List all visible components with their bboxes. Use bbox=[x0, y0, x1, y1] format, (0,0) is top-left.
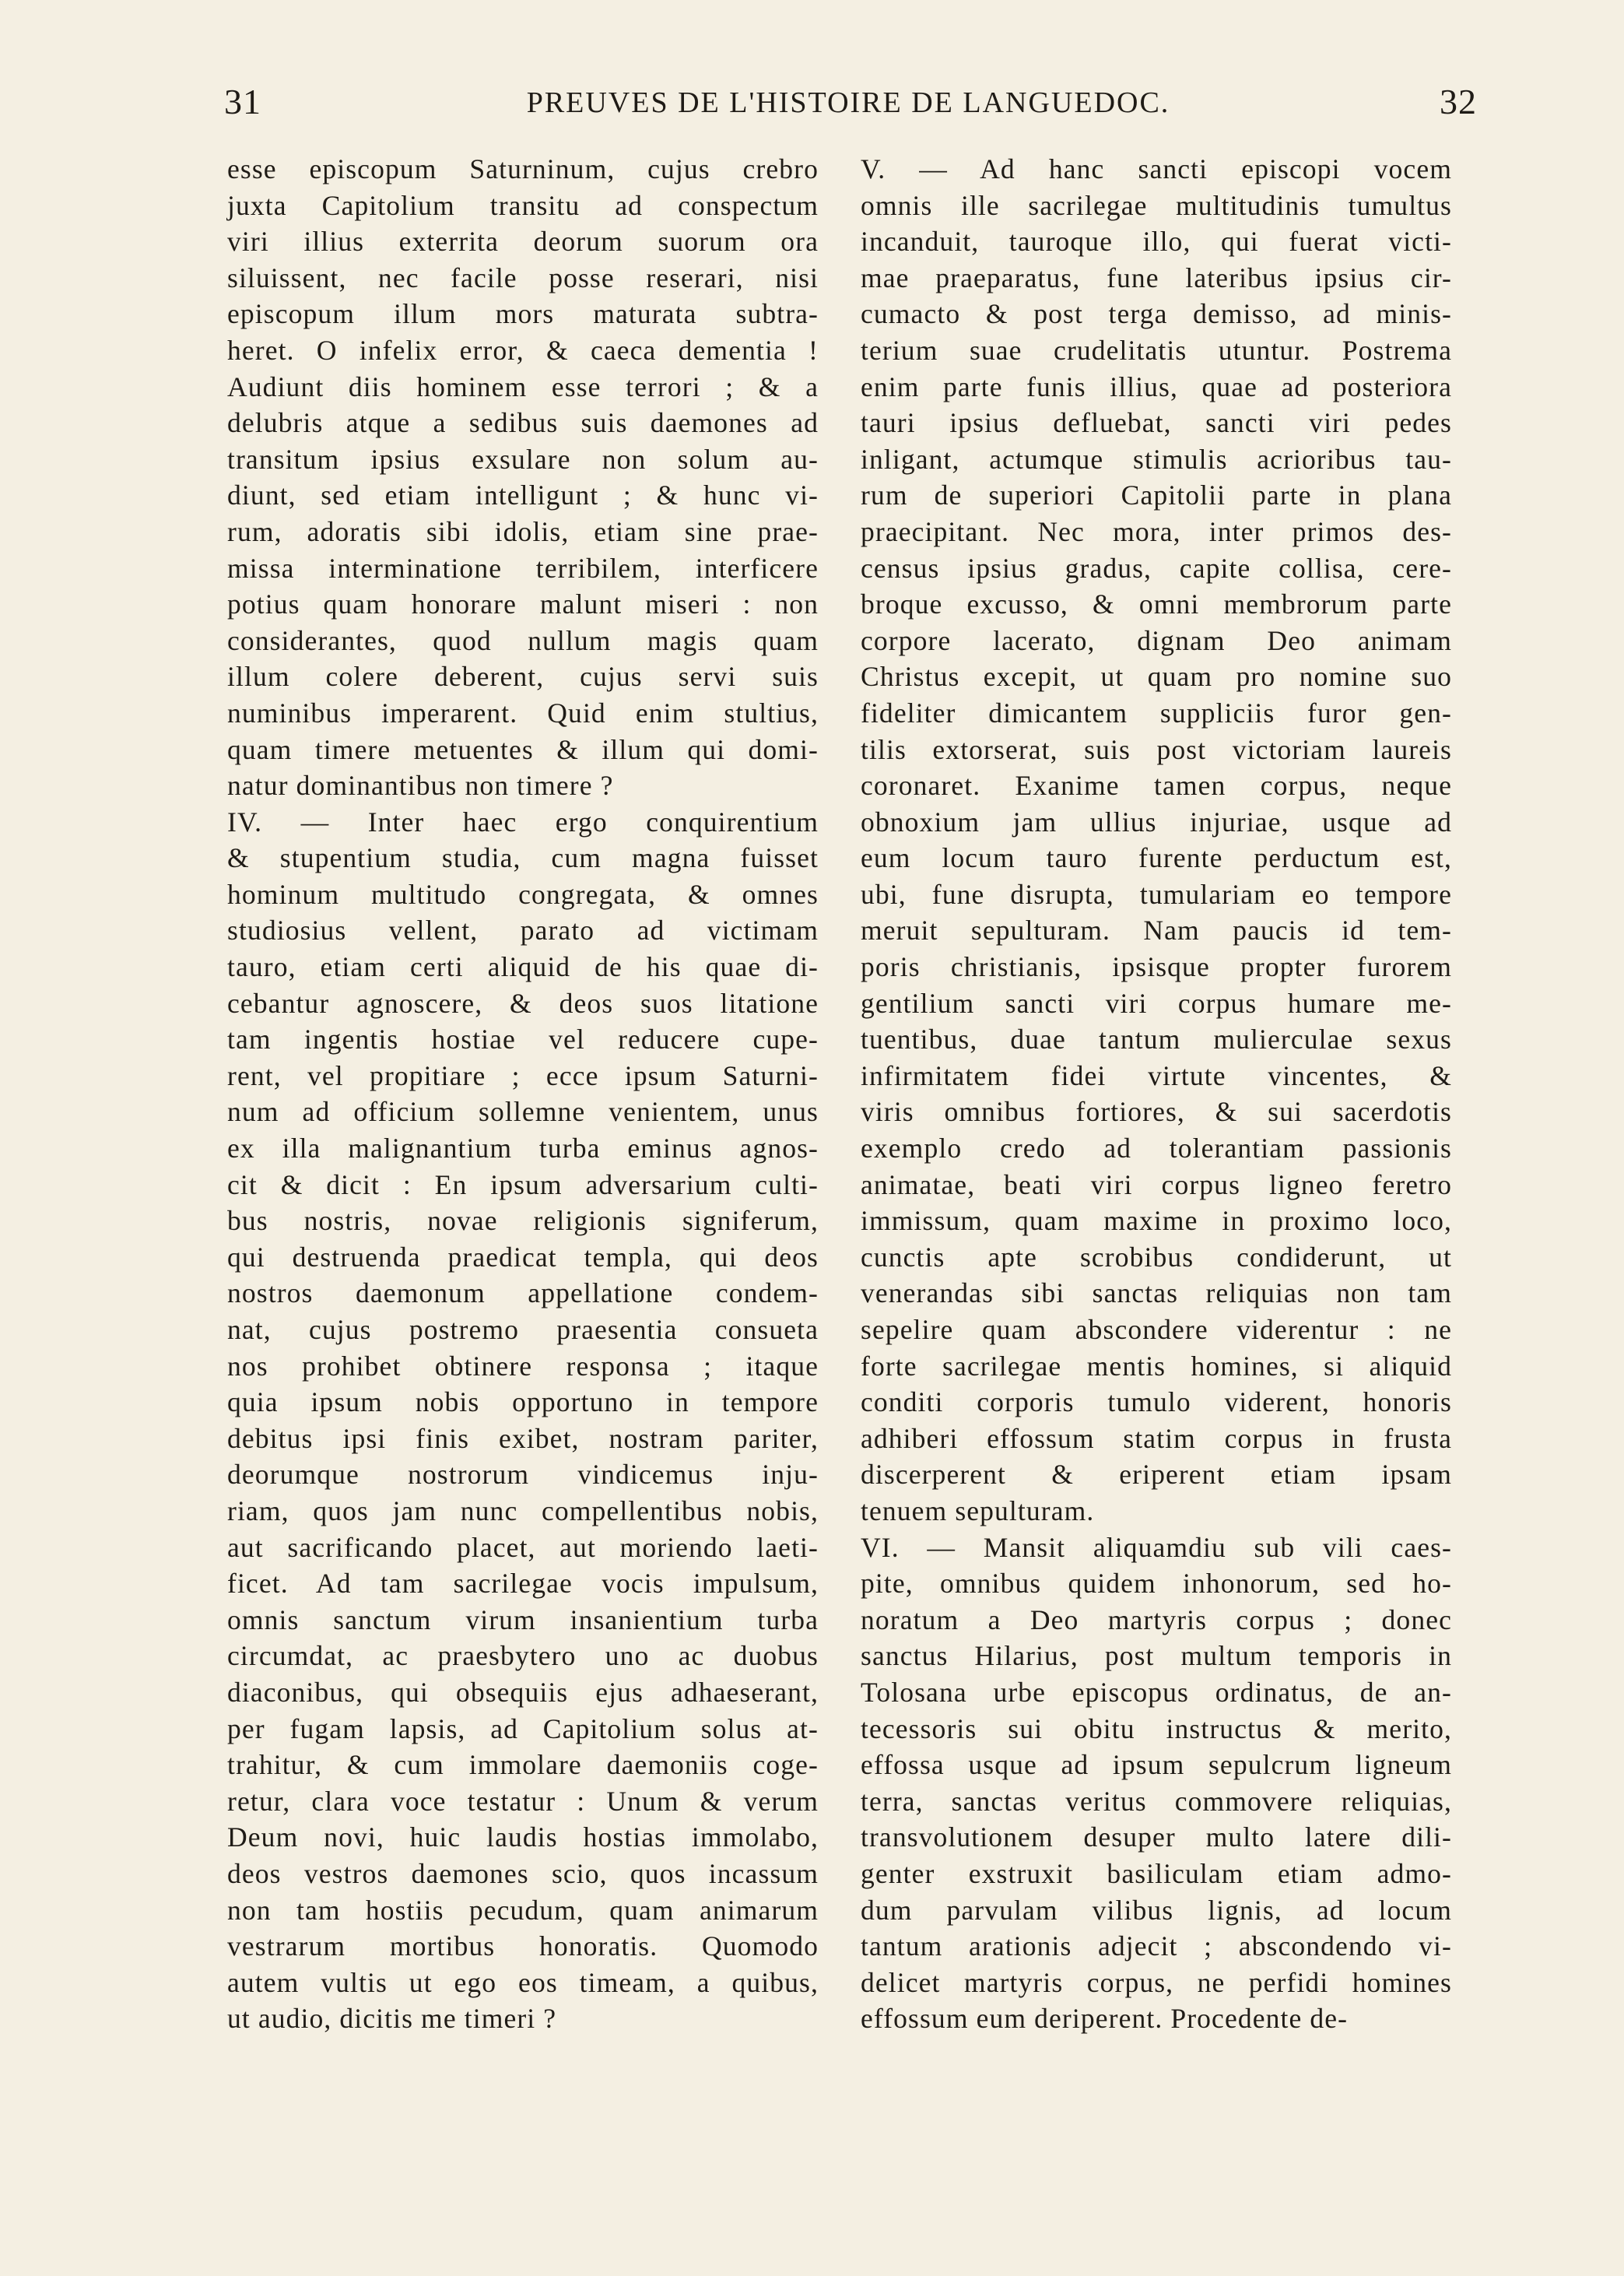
text-line: VI. — Mansit aliquamdiu sub vili caes- bbox=[861, 1531, 1452, 1563]
page-number-right: 32 bbox=[1440, 82, 1477, 121]
text-line: dum parvulam vilibus lignis, ad locum bbox=[861, 1894, 1452, 1926]
text-line: diaconibus, qui obsequiis ejus adhaeserant, bbox=[227, 1676, 819, 1708]
text-line: retur, clara voce testatur : Unum & verum bbox=[227, 1785, 819, 1817]
text-line: adhiberi effossum statim corpus in frusta bbox=[861, 1422, 1452, 1454]
text-line: heret. O infelix error, & caeca dementia ! bbox=[227, 334, 819, 366]
text-line: tam ingentis hostiae vel reducere cupe- bbox=[227, 1024, 819, 1055]
text-line: terium suae crudelitatis utuntur. Postrema bbox=[861, 334, 1452, 366]
text-line: discerperent & eriperent etiam ipsam bbox=[861, 1459, 1452, 1491]
text-line: enim parte funis illius, quae ad posteriora bbox=[861, 371, 1452, 402]
text-line: circumdat, ac praesbytero uno ac duobus bbox=[227, 1640, 819, 1672]
text-line: nat, cujus postremo praesentia consueta bbox=[227, 1314, 819, 1345]
text-line: cit & dicit : En ipsum adversarium culti- bbox=[227, 1168, 819, 1200]
text-line: broque excusso, & omni membrorum parte bbox=[861, 588, 1452, 620]
text-line: effossa usque ad ipsum sepulcrum ligneum bbox=[861, 1749, 1452, 1781]
text-line: trahitur, & cum immolare daemoniis coge- bbox=[227, 1749, 819, 1781]
page-number-left: 31 bbox=[224, 82, 261, 121]
text-line: num ad officium sollemne venientem, unus bbox=[227, 1096, 819, 1128]
text-line: qui destruenda praedicat templa, qui deos bbox=[227, 1241, 819, 1273]
text-line: ficet. Ad tam sacrilegae vocis impulsum, bbox=[227, 1568, 819, 1600]
text-line: considerantes, quod nullum magis quam bbox=[227, 624, 819, 656]
text-line: bus nostris, novae religionis signiferum, bbox=[227, 1205, 819, 1237]
text-line: omnis sanctum virum insanientium turba bbox=[227, 1603, 819, 1635]
text-line: nostros daemonum appellatione condem- bbox=[227, 1277, 819, 1309]
text-line: per fugam lapsis, ad Capitolium solus at- bbox=[227, 1712, 819, 1744]
text-line: forte sacrilegae mentis homines, si aliquid bbox=[861, 1350, 1452, 1382]
text-line: transvolutionem desuper multo latere dili- bbox=[861, 1821, 1452, 1853]
text-line: cunctis apte scrobibus condiderunt, ut bbox=[861, 1241, 1452, 1273]
text-line: tantum arationis adjecit ; abscondendo vi- bbox=[861, 1930, 1452, 1962]
text-line: incanduit, tauroque illo, qui fuerat victi- bbox=[861, 226, 1452, 258]
text-line: viris omnibus fortiores, & sui sacerdotis bbox=[861, 1096, 1452, 1128]
text-line: deorumque nostrorum vindicemus inju- bbox=[227, 1459, 819, 1491]
text-line: poris christianis, ipsisque propter furorem bbox=[861, 951, 1452, 983]
text-line: potius quam honorare malunt miseri : non bbox=[227, 588, 819, 620]
text-line: noratum a Deo martyris corpus ; donec bbox=[861, 1603, 1452, 1635]
text-line: pite, omnibus quidem inhonorum, sed ho- bbox=[861, 1568, 1452, 1600]
text-line: obnoxium jam ullius injuriae, usque ad bbox=[861, 806, 1452, 838]
text-line: ubi, fune disrupta, tumulariam eo tempore bbox=[861, 878, 1452, 910]
text-line: tuentibus, duae tantum mulierculae sexus bbox=[861, 1024, 1452, 1055]
text-line: rum, adoratis sibi idolis, etiam sine prae- bbox=[227, 515, 819, 547]
text-line: tenuem sepulturam. bbox=[861, 1495, 1095, 1526]
text-line: quam timere metuentes & illum qui domi- bbox=[227, 733, 819, 765]
text-line: cebantur agnoscere, & deos suos litatione bbox=[227, 987, 819, 1019]
text-line: siluissent, nec facile posse reserari, nisi bbox=[227, 262, 819, 293]
text-line: Tolosana urbe episcopus ordinatus, de an- bbox=[861, 1676, 1452, 1708]
text-line: tilis extorserat, suis post victoriam laureis bbox=[861, 733, 1452, 765]
text-line: autem vultis ut ego eos timeam, a quibus, bbox=[227, 1966, 819, 1998]
text-line: Audiunt diis hominem esse terrori ; & a bbox=[227, 371, 819, 402]
text-line: rum de superiori Capitolii parte in plana bbox=[861, 479, 1452, 511]
text-line: tauri ipsius defluebat, sancti viri pedes bbox=[861, 407, 1452, 439]
text-line: studiosius vellent, parato ad victimam bbox=[227, 915, 819, 947]
text-line: riam, quos jam nunc compellentibus nobis, bbox=[227, 1495, 819, 1526]
text-line: infirmitatem fidei virtute vincentes, & bbox=[861, 1059, 1452, 1091]
text-line: coronaret. Exanime tamen corpus, neque bbox=[861, 770, 1452, 802]
text-line: praecipitant. Nec mora, inter primos des- bbox=[861, 515, 1452, 547]
text-line: quia ipsum nobis opportuno in tempore bbox=[227, 1386, 819, 1418]
text-line: effossum eum deriperent. Procedente de- bbox=[861, 2003, 1349, 2035]
text-line: sanctus Hilarius, post multum temporis in bbox=[861, 1640, 1452, 1672]
text-line: ex illa malignantium turba eminus agnos- bbox=[227, 1133, 819, 1164]
text-line: missa interminatione terribilem, interficere bbox=[227, 552, 819, 584]
text-line: V. — Ad hanc sancti episcopi vocem bbox=[861, 153, 1452, 184]
text-line: illum colere deberent, cujus servi suis bbox=[227, 661, 819, 693]
text-line: & stupentium studia, cum magna fuisset bbox=[227, 842, 819, 874]
left-column bbox=[227, 151, 819, 2037]
text-line: transitum ipsius exsulare non solum au- bbox=[227, 443, 819, 475]
page-header bbox=[0, 81, 1624, 128]
text-line: conditi corporis tumulo viderent, honoris bbox=[861, 1386, 1452, 1418]
text-line: gentilium sancti viri corpus humare me- bbox=[861, 987, 1452, 1019]
text-line: eum locum tauro furente perductum est, bbox=[861, 842, 1452, 874]
text-line: nos prohibet obtinere responsa ; itaque bbox=[227, 1350, 819, 1382]
text-line: meruit sepulturam. Nam paucis id tem- bbox=[861, 915, 1452, 947]
text-line: numinibus imperarent. Quid enim stultius, bbox=[227, 697, 819, 729]
text-line: juxta Capitolium transitu ad conspectum bbox=[227, 189, 819, 221]
text-line: IV. — Inter haec ergo conquirentium bbox=[227, 806, 819, 838]
text-line: diunt, sed etiam intelligunt ; & hunc vi- bbox=[227, 479, 819, 511]
text-line: tecessoris sui obitu instructus & merito, bbox=[861, 1712, 1452, 1744]
text-line: deos vestros daemones scio, quos incassum bbox=[227, 1857, 819, 1889]
text-line: genter exstruxit basiliculam etiam admo- bbox=[861, 1857, 1452, 1889]
text-line: ut audio, dicitis me timeri ? bbox=[227, 2003, 557, 2035]
text-line: aut sacrificando placet, aut moriendo laeti- bbox=[227, 1531, 819, 1563]
text-line: vestrarum mortibus honoratis. Quomodo bbox=[227, 1930, 819, 1962]
right-column bbox=[861, 151, 1452, 2037]
text-line: census ipsius gradus, capite collisa, cere- bbox=[861, 552, 1452, 584]
text-line: immissum, quam maxime in proximo loco, bbox=[861, 1205, 1452, 1237]
text-line: venerandas sibi sanctas reliquias non tam bbox=[861, 1277, 1452, 1309]
text-line: fideliter dimicantem suppliciis furor gen- bbox=[861, 697, 1452, 729]
text-line: esse episcopum Saturninum, cujus crebro bbox=[227, 153, 819, 184]
text-line: Deum novi, huic laudis hostias immolabo, bbox=[227, 1821, 819, 1853]
text-line: delicet martyris corpus, ne perfidi homines bbox=[861, 1966, 1452, 1998]
text-line: inligant, actumque stimulis acrioribus tau- bbox=[861, 443, 1452, 475]
text-line: corpore lacerato, dignam Deo animam bbox=[861, 624, 1452, 656]
text-line: delubris atque a sedibus suis daemones ad bbox=[227, 407, 819, 439]
text-line: rent, vel propitiare ; ecce ipsum Saturni- bbox=[227, 1059, 819, 1091]
text-line: non tam hostiis pecudum, quam animarum bbox=[227, 1894, 819, 1926]
text-line: Christus excepit, ut quam pro nomine suo bbox=[861, 661, 1452, 693]
text-line: natur dominantibus non timere ? bbox=[227, 770, 614, 802]
text-line: debitus ipsi finis exibet, nostram pariter, bbox=[227, 1422, 819, 1454]
text-line: cumacto & post terga demisso, ad minis- bbox=[861, 298, 1452, 330]
text-line: animatae, beati viri corpus ligneo feretro bbox=[861, 1168, 1452, 1200]
text-line: viri illius exterrita deorum suorum ora bbox=[227, 226, 819, 258]
text-line: hominum multitudo congregata, & omnes bbox=[227, 878, 819, 910]
text-line: mae praeparatus, fune lateribus ipsius cir- bbox=[861, 262, 1452, 293]
text-line: episcopum illum mors maturata subtra- bbox=[227, 298, 819, 330]
text-line: exemplo credo ad tolerantiam passionis bbox=[861, 1133, 1452, 1164]
text-line: tauro, etiam certi aliquid de his quae di- bbox=[227, 951, 819, 983]
running-title: PREUVES DE L'HISTOIRE DE LANGUEDOC. bbox=[526, 86, 1170, 119]
text-line: sepelire quam abscondere viderentur : ne bbox=[861, 1314, 1452, 1345]
text-line: terra, sanctas veritus commovere reliquias, bbox=[861, 1785, 1452, 1817]
text-line: omnis ille sacrilegae multitudinis tumultus bbox=[861, 189, 1452, 221]
